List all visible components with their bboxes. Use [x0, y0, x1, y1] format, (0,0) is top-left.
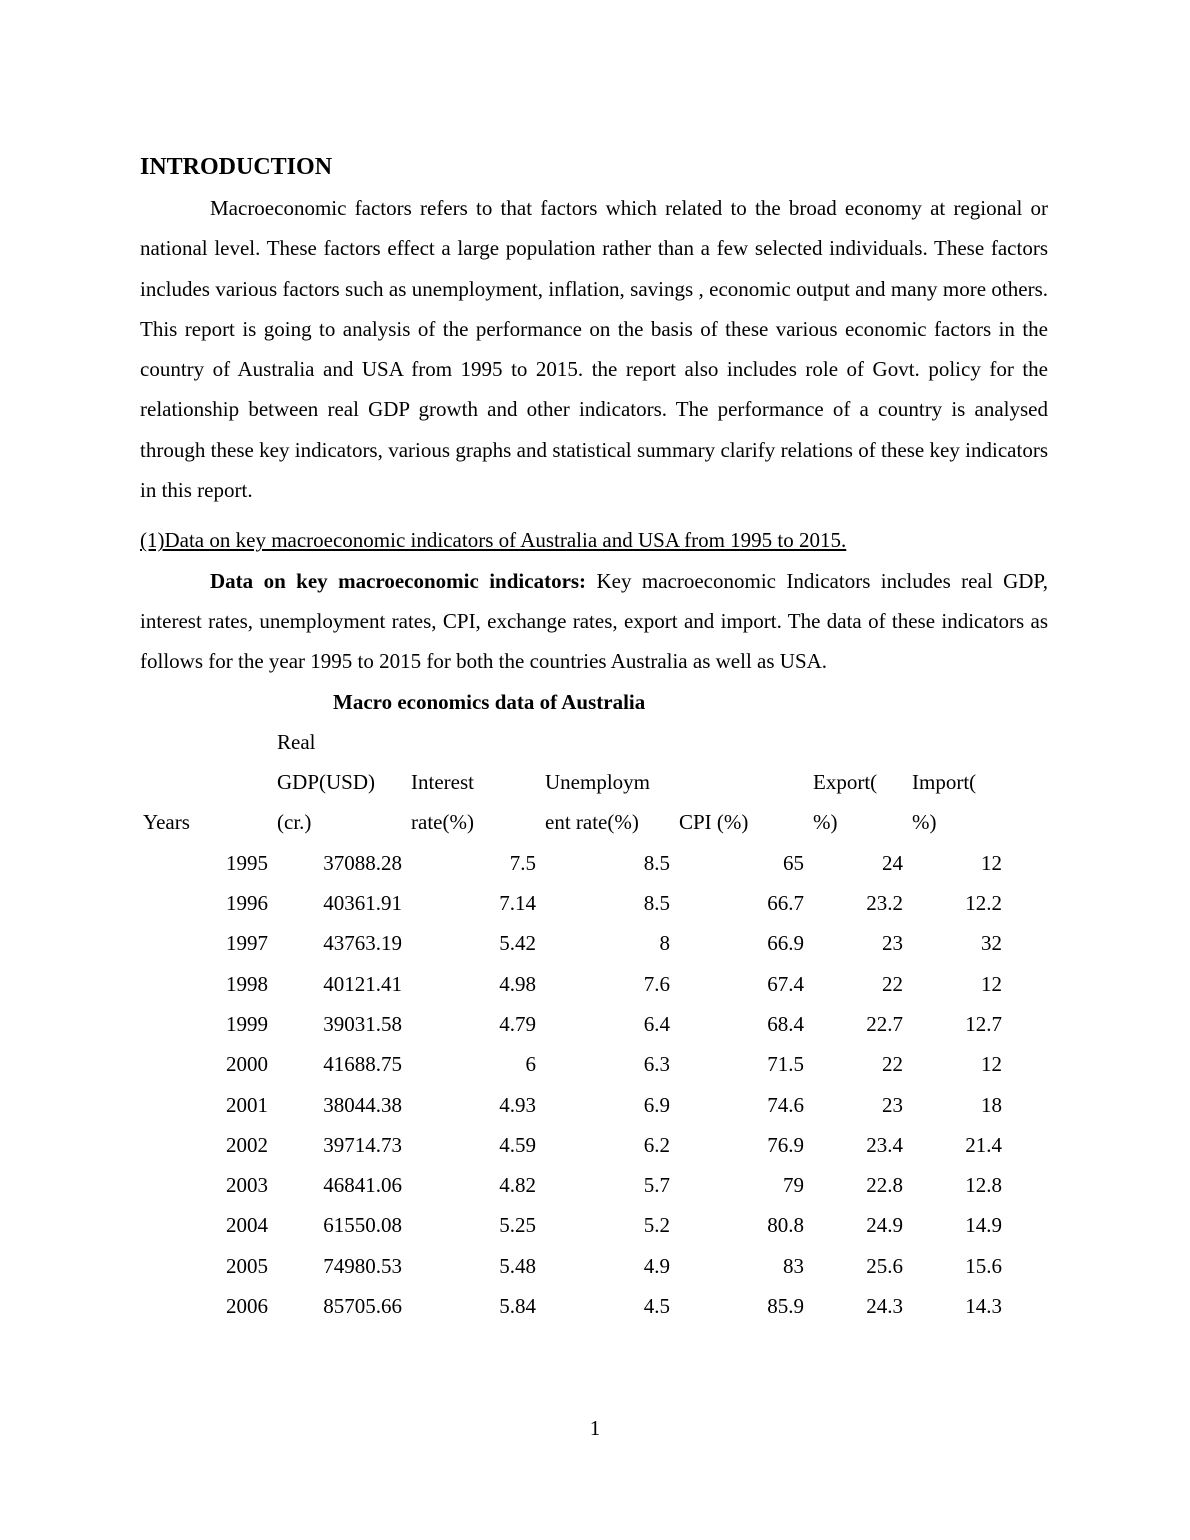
table-cell: 1997	[226, 931, 268, 956]
table-cell: 66.9	[767, 931, 804, 956]
table-cell: 24.3	[866, 1294, 903, 1319]
table-cell: 6.4	[643, 1011, 670, 1036]
table-cell: 61550.08	[323, 1213, 402, 1238]
australia-data-table	[140, 722, 1008, 1326]
table-cell: 6.9	[643, 1092, 670, 1117]
table-cell: 2004	[226, 1213, 268, 1238]
table-cell: 12	[981, 850, 1002, 875]
table-cell: 41688.75	[323, 1052, 402, 1077]
table-cell: 38044.38	[323, 1092, 402, 1117]
table-row	[140, 1286, 1008, 1326]
column-header: Export( %)	[813, 770, 878, 835]
table-cell: 6	[525, 1052, 536, 1077]
table-cell: 67.4	[767, 971, 804, 996]
table-cell: 12.7	[965, 1011, 1002, 1036]
table-cell: 43763.19	[323, 931, 402, 956]
table-cell: 25.6	[866, 1253, 903, 1278]
table-cell: 40361.91	[323, 891, 402, 916]
table-cell: 76.9	[767, 1132, 804, 1157]
table-cell: 5.7	[643, 1173, 670, 1198]
table-cell: 1995	[226, 850, 268, 875]
column-header: Real GDP(USD) (cr.)	[277, 729, 376, 835]
table-cell: 24.9	[866, 1213, 903, 1238]
table-cell: 2000	[226, 1052, 268, 1077]
section-text: Key macroeconomic Indicators includes real GDP, interest rates, unemployment rates, CPI, exchange rates, export and import. The data of these indicators as follows for the year 1995 to 2015 for both the countries Australia as well as USA.	[140, 568, 1048, 674]
table-cell: 21.4	[965, 1132, 1002, 1157]
table-cell: 2006	[226, 1294, 268, 1319]
section-title: (1)Data on key macroeconomic indicators of Australia and USA from 1995 to 2015.	[140, 528, 847, 553]
table-row	[140, 1205, 1008, 1245]
table-cell: 68.4	[767, 1011, 804, 1036]
table-cell: 40121.41	[323, 971, 402, 996]
table-row	[140, 1085, 1008, 1125]
table-cell: 2002	[226, 1132, 268, 1157]
table-cell: 85.9	[767, 1294, 804, 1319]
table-cell: 22.8	[866, 1173, 903, 1198]
table-cell: 5.84	[499, 1294, 536, 1319]
table-cell: 37088.28	[323, 850, 402, 875]
table-cell: 15.6	[965, 1253, 1002, 1278]
table-row	[140, 883, 1008, 923]
table-cell: 39714.73	[323, 1132, 402, 1157]
table-cell: 4.5	[643, 1294, 670, 1319]
heading-introduction: INTRODUCTION	[140, 154, 333, 180]
table-cell: 6.2	[643, 1132, 670, 1157]
table-cell: 23	[882, 931, 903, 956]
table-cell: 80.8	[767, 1213, 804, 1238]
table-cell: 79	[783, 1173, 804, 1198]
table-cell: 8.5	[643, 850, 670, 875]
table-cell: 12.8	[965, 1173, 1002, 1198]
table-cell: 4.93	[499, 1092, 536, 1117]
table-cell: 32	[981, 931, 1002, 956]
column-header: Years	[143, 810, 190, 835]
table-cell: 12	[981, 971, 1002, 996]
table-cell: 8.5	[643, 891, 670, 916]
table-cell: 4.82	[499, 1173, 536, 1198]
table-cell: 14.3	[965, 1294, 1002, 1319]
table-cell: 71.5	[767, 1052, 804, 1077]
section-paragraph	[140, 561, 1048, 682]
table-cell: 2001	[226, 1092, 268, 1117]
table-cell: 1996	[226, 891, 268, 916]
column-header: Import( %)	[912, 770, 977, 835]
table-cell: 7.14	[499, 891, 536, 916]
table-cell: 18	[981, 1092, 1002, 1117]
table-cell: 5.2	[643, 1213, 670, 1238]
section-bold-lead: Data on key macroeconomic indicators:	[210, 568, 587, 593]
page-number: 1	[589, 1416, 601, 1440]
table-cell: 14.9	[965, 1213, 1002, 1238]
table-row	[140, 964, 1008, 1004]
table-cell: 66.7	[767, 891, 804, 916]
table-cell: 7.6	[643, 971, 670, 996]
table-cell: 8	[659, 931, 670, 956]
table-row	[140, 1246, 1008, 1286]
table-cell: 74980.53	[323, 1253, 402, 1278]
table-row	[140, 1125, 1008, 1165]
table-row	[140, 843, 1008, 883]
table-cell: 74.6	[767, 1092, 804, 1117]
table-cell: 1999	[226, 1011, 268, 1036]
table-cell: 12	[981, 1052, 1002, 1077]
table-cell: 22	[882, 971, 903, 996]
table-cell: 5.25	[499, 1213, 536, 1238]
table-row	[140, 1165, 1008, 1205]
table-cell: 24	[882, 850, 903, 875]
table-cell: 1998	[226, 971, 268, 996]
table-cell: 65	[783, 850, 804, 875]
table-cell: 2005	[226, 1253, 268, 1278]
table-cell: 4.59	[499, 1132, 536, 1157]
table-cell: 4.9	[643, 1253, 670, 1278]
table-cell: 85705.66	[323, 1294, 402, 1319]
table-row	[140, 1004, 1008, 1044]
table-row	[140, 1044, 1008, 1084]
table-cell: 7.5	[509, 850, 536, 875]
table-cell: 2003	[226, 1173, 268, 1198]
table-cell: 83	[783, 1253, 804, 1278]
table-cell: 5.48	[499, 1253, 536, 1278]
table-cell: 5.42	[499, 931, 536, 956]
table-cell: 12.2	[965, 891, 1002, 916]
document-page	[140, 148, 1048, 1326]
table-cell: 46841.06	[323, 1173, 402, 1198]
table-row	[140, 923, 1008, 963]
intro-paragraph: Macroeconomic factors refers to that factors which related to the broad economy at regional or national level. These factors effect a large population rather than a few selected individuals. These factors includes various factors such as unemployment, inflation, savings , economic output and many more others. This report is going to analysis of the performance on the basis of these various economic factors in the country of Australia and USA from 1995 to 2015. the report also includes role of Govt. policy for the relationship between real GDP growth and other indicators. The performance of a country is analysed through these key indicators, various graphs and statistical summary clarify relations of these key indicators in this report.	[140, 196, 1048, 503]
table-cell: 23.2	[866, 891, 903, 916]
table-cell: 4.79	[499, 1011, 536, 1036]
table-cell: 22	[882, 1052, 903, 1077]
table-cell: 39031.58	[323, 1011, 402, 1036]
table-cell: 22.7	[866, 1011, 903, 1036]
table-caption: Macro economics data of Australia	[333, 689, 646, 714]
table-cell: 6.3	[643, 1052, 670, 1077]
table-cell: 23.4	[866, 1132, 903, 1157]
table-header-row	[140, 722, 1008, 843]
column-header: CPI (%)	[679, 810, 749, 835]
table-cell: 23	[882, 1092, 903, 1117]
table-cell: 4.98	[499, 971, 536, 996]
column-header: Unemploym ent rate(%)	[545, 770, 650, 835]
column-header: Interest rate(%)	[411, 770, 474, 835]
